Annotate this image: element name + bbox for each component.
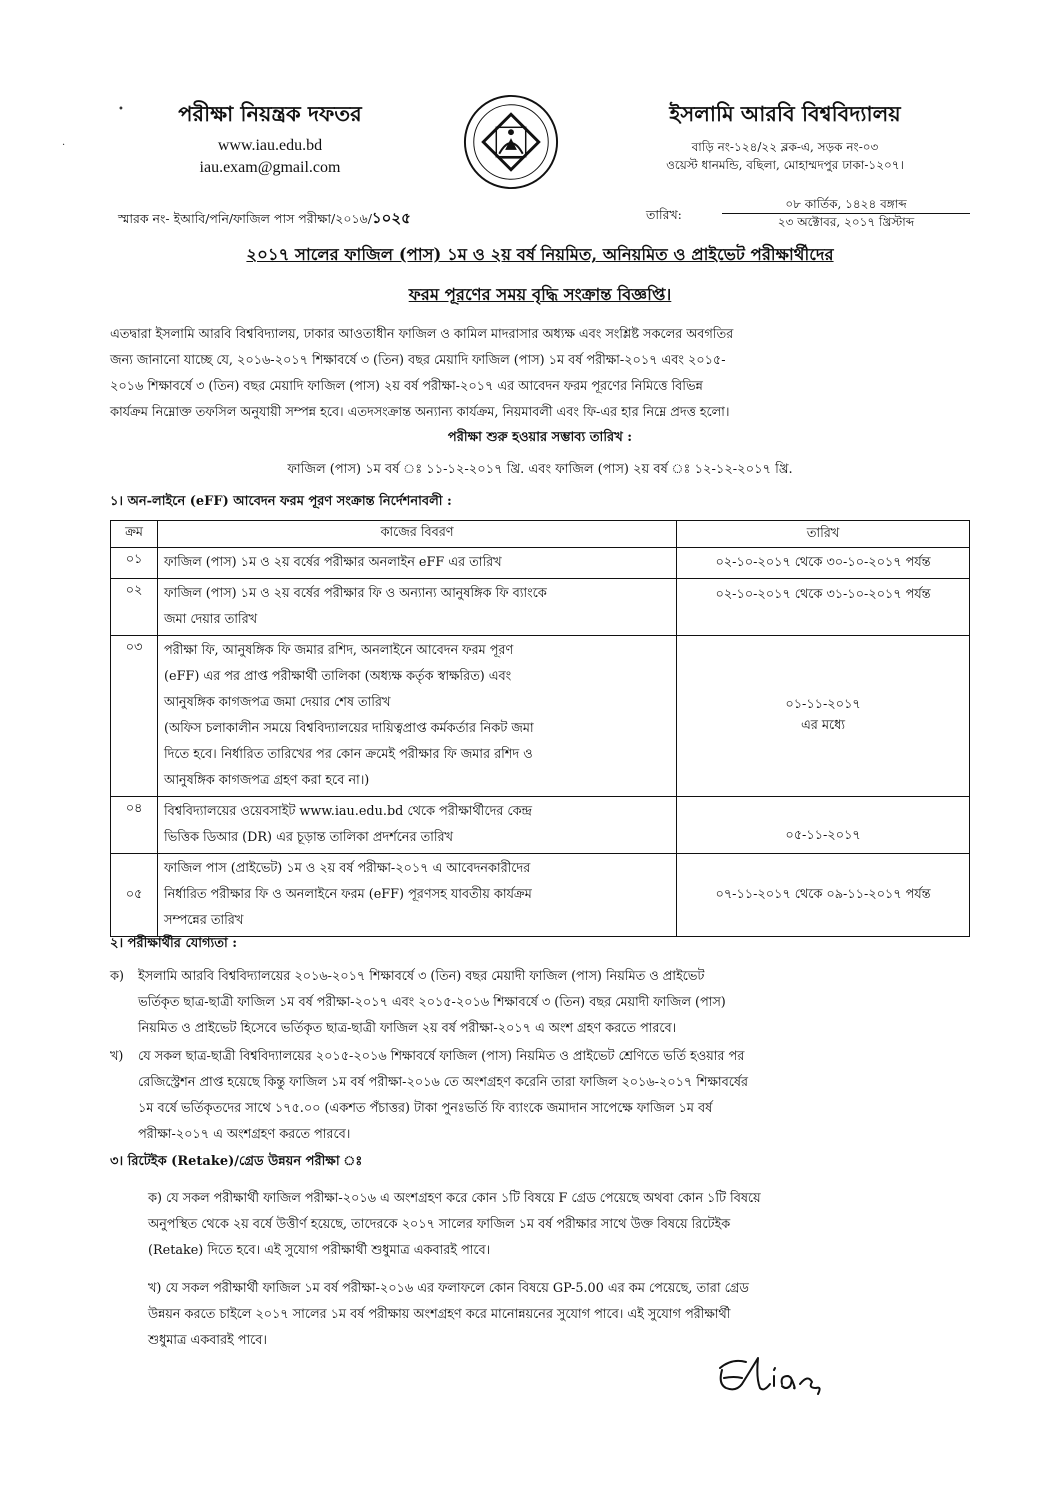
row-task [158,548,677,579]
row-date [677,854,970,937]
intro-paragraph [110,322,970,426]
task-line: আনুষঙ্গিক কাগজপত্র জমা দেয়ার শেষ তারিখ [164,695,391,710]
date-bangla: ০৮ কার্তিক, ১৪২৪ বঙ্গাব্দ [722,196,970,214]
notice-subtitle: ফরম পূরণের সময় বৃদ্ধি সংক্রান্ত বিজ্ঞপ্তি। [408,285,672,304]
col-task: কাজের বিবরণ [158,521,677,548]
memo-reference [118,207,411,232]
table-row [111,548,970,579]
scan-speck: • [118,104,124,115]
address-line: ওয়েস্ট ধানমন্ডি, বছিলা, মোহাম্মদপুর ঢাকা-১২০৭। [666,158,904,172]
exam-start-heading: পরীক্ষা শুরু হওয়ার সম্ভাব্য তারিখ : [447,430,633,445]
notice-title: ২০১৭ সালের ফাজিল (পাস) ১ম ও ২য় বর্ষ নিয়মিত, অনিয়মিত ও প্রাইভেট পরীক্ষার্থীদের [246,245,834,264]
col-date: তারিখ [677,521,970,548]
email-link[interactable]: iau.exam@gmail.com [199,159,341,176]
date-line: ০১-১১-২০১৭ [785,697,861,712]
task-line: ফাজিল (পাস) ১ম ও ২য় বর্ষের পরীক্ষার ফি ও অন্যান্য আনুষঙ্গিক ফি ব্যাংকে [164,586,547,601]
row-date [677,797,970,854]
row-serial: ০২ [111,579,158,636]
table-header-row [111,521,970,548]
task-line: ভিত্তিক ডিআর (DR) এর চূড়ান্ত তালিকা প্রদর্শনের তারিখ [164,830,453,845]
task-line: (eFF) এর পর প্রাপ্ত পরীক্ষার্থী তালিকা (অধ্যক্ষ কর্তৃক স্বাক্ষরিত) এবং [164,669,512,684]
eligibility-item-ka [110,964,970,1042]
task-line: দিতে হবে। নির্ধারিত তারিখের পর কোন ক্রমেই পরীক্ষার ফি জমার রশিদ ও [164,747,533,762]
website-link[interactable]: www.iau.edu.bd [217,137,323,154]
memo-prefix: স্মারক নং- ইআবি/পনি/ফাজিল পাস পরীক্ষা/২০১৬/ [118,211,372,226]
col-serial: ক্রম [111,521,158,548]
item-line: ক) যে সকল পরীক্ষার্থী ফাজিল পরীক্ষা-২০১৬ এ অংশগ্রহণ করে কোন ১টি বিষয়ে F গ্রেড পেয়েছে অথবা কোন ১টি বিষয়ে [148,1191,761,1206]
item-line: উন্নয়ন করতে চাইলে ২০১৭ সালের ১ম বর্ষ পরীক্ষায় অংশগ্রহণ করে মানোন্নয়নের সুযোগ পাবে। এই সুযোগ পরীক্ষার্থী [148,1307,731,1322]
retake-item-kha [148,1276,970,1354]
item-line: রেজিস্ট্রেশন প্রাপ্ত হয়েছে কিন্তু ফাজিল ১ম বর্ষ পরীক্ষা-২০১৬ তে অংশগ্রহণ করেনি তারা ফাজিল ২০১৬-২০১৭ শিক্ষাবর্ষের [138,1075,748,1090]
date-box [722,196,970,231]
header-right [600,98,970,174]
row-serial: ০৩ [111,636,158,797]
row-task [158,579,677,636]
section2-heading: ২। পরীক্ষার্থীর যোগ্যতা : [110,936,238,951]
date-english: ২৩ অক্টোবর, ২০১৭ খ্রিস্টাব্দ [777,215,915,229]
item-line: পরীক্ষা-২০১৭ এ অংশগ্রহণ করতে পারবে। [138,1127,351,1142]
item-line: ভর্তিকৃত ছাত্র-ছাত্রী ফাজিল ১ম বর্ষ পরীক্ষা-২০১৭ এবং ২০১৫-২০১৬ শিক্ষাবর্ষে ৩ (তিন) বছর মেয়াদী ফাজিল (পাস) [138,995,726,1010]
table-row [111,854,970,937]
task-line: সম্পন্নের তারিখ [164,913,244,928]
section3-heading: ৩। রিটেইক (Retake)/গ্রেড উন্নয়ন পরীক্ষা ঃ [110,1154,363,1169]
task-line: আনুষঙ্গিক কাগজপত্র গ্রহণ করা হবে না।) [164,773,370,788]
row-serial: ০৪ [111,797,158,854]
item-line: নিয়মিত ও প্রাইভেট হিসেবে ভর্তিকৃত ছাত্র-ছাত্রী ফাজিল ২য় বর্ষ পরীক্ষা-২০১৭ এ অংশ গ্রহণ করতে পারবে। [138,1021,677,1036]
date-label: তারিখ: [646,207,682,222]
memo-number: ১০২৫ [371,209,411,227]
office-name: পরীক্ষা নিয়ন্ত্রক দফতর [178,101,362,126]
row-date [677,579,970,636]
date-line: ০৫-১১-২০১৭ [785,828,861,843]
task-line: ফাজিল (পাস) ১ম ও ২য় বর্ষের পরীক্ষার অনলাইন eFF এর তারিখ [164,555,502,570]
item-label: ক) [110,969,124,984]
date-line: ০২-১০-২০১৭ থেকে ৩০-১০-২০১৭ পর্যন্ত [715,554,931,570]
date-line: এর মধ্যে [801,718,845,733]
header-left [140,98,400,177]
address-line: বাড়ি নং-১২৪/২২ ব্লক-এ, সড়ক নং-০৩ [691,140,879,154]
exam-start-dates: ফাজিল (পাস) ১ম বর্ষ ঃ ১১-১২-২০১৭ খ্রি. এবং ফাজিল (পাস) ২য় বর্ষ ঃ ১২-১২-২০১৭ খ্রি. [287,462,793,477]
intro-line: কার্যক্রম নিম্নোক্ত তফসিল অনুযায়ী সম্পন্ন হবে। এতদসংক্রান্ত অন্যান্য কার্যক্রম, নিয়মাবলী এবং ফি-এর হার নিম্নে প্রদত্ত হলো। [110,405,730,420]
item-label: খ) [110,1049,124,1064]
date-line: ০২-১০-২০১৭ থেকে ৩১-১০-২০১৭ পর্যন্ত [715,587,931,602]
item-line: ১ম বর্ষে ভর্তিকৃতদের সাথে ১৭৫.০০ (একশত পঁচাত্তর) টাকা পুনঃভর্তি ফি ব্যাংকে জমাদান সাপেক্ষে ফাজিল ১ম বর্ষ [138,1101,713,1116]
item-line: ইসলামি আরবি বিশ্ববিদ্যালয়ের ২০১৬-২০১৭ শিক্ষাবর্ষে ৩ (তিন) বছর মেয়াদী ফাজিল (পাস) নিয়মিত ও প্রাইভেট [138,969,705,984]
row-task [158,797,677,854]
item-line: যে সকল ছাত্র-ছাত্রী বিশ্ববিদ্যালয়ের ২০১৫-২০১৬ শিক্ষাবর্ষে ফাজিল (পাস) নিয়মিত ও প্রাইভেট শ্রেণিতে ভর্তি হওয়ার পর [138,1049,745,1064]
row-date [677,636,970,797]
item-line: (Retake) দিতে হবে। এই সুযোগ পরীক্ষার্থী শুধুমাত্র একবারই পাবে। [148,1243,491,1258]
task-line: (অফিস চলাকালীন সময়ে বিশ্ববিদ্যালয়ের দায়িত্বপ্রাপ্ত কর্মকর্তার নিকট জমা [164,721,534,736]
item-line: শুধুমাত্র একবারই পাবে। [148,1333,267,1348]
intro-line: ২০১৬ শিক্ষাবর্ষে ৩ (তিন) বছর মেয়াদি ফাজিল (পাস) ২য় বর্ষ পরীক্ষা-২০১৭ এর আবেদন ফরম পূরণের নিমিত্তে বিভিন্ন [110,379,703,394]
date-line: ০৭-১১-২০১৭ থেকে ০৯-১১-২০১৭ পর্যন্ত [715,886,931,902]
scan-speck: · [62,140,66,151]
row-task [158,636,677,797]
signature [712,1348,842,1410]
table-row [111,797,970,854]
intro-line: জন্য জানানো যাচ্ছে যে, ২০১৬-২০১৭ শিক্ষাবর্ষে ৩ (তিন) বছর মেয়াদি ফাজিল (পাস) ১ম বর্ষ পরীক্ষা-২০১৭ এবং ২০১৫- [110,353,726,368]
item-line: অনুপস্থিত থেকে ২য় বর্ষে উত্তীর্ণ হয়েছে, তাদেরকে ২০১৭ সালের ফাজিল ১ম বর্ষ পরীক্ষার সাথে উক্ত বিষয়ে রিটেইক [148,1217,731,1232]
table-row [111,579,970,636]
university-seal-icon [462,93,560,191]
intro-line: এতদ্বারা ইসলামি আরবি বিশ্ববিদ্যালয়, ঢাকার আওতাধীন ফাজিল ও কামিল মাদরাসার অধ্যক্ষ এবং সংশ্লিষ্ট সকলের অবগতির [110,327,734,342]
table-row [111,636,970,797]
eligibility-item-kha [110,1044,970,1148]
task-line: জমা দেয়ার তারিখ [164,612,258,627]
item-line: খ) যে সকল পরীক্ষার্থী ফাজিল ১ম বর্ষ পরীক্ষা-২০১৬ এর ফলাফলে কোন বিষয়ে GP-5.00 এর কম পেয়েছে, তারা গ্রেড [148,1281,749,1296]
university-name: ইসলামি আরবি বিশ্ববিদ্যালয় [669,101,901,126]
task-line: পরীক্ষা ফি, আনুষঙ্গিক ফি জমার রশিদ, অনলাইনে আবেদন ফরম পূরণ [164,643,514,658]
row-serial: ০১ [111,548,158,579]
task-line: নির্ধারিত পরীক্ষার ফি ও অনলাইনে ফরম (eFF) পূরণসহ যাবতীয় কার্যক্রম [164,887,532,902]
task-line: ফাজিল পাস (প্রাইভেট) ১ম ও ২য় বর্ষ পরীক্ষা-২০১৭ এ আবেদনকারীদের [164,861,531,876]
row-serial: ০৫ [111,854,158,937]
row-task [158,854,677,937]
row-date [677,548,970,579]
schedule-table [110,520,970,937]
section1-heading: ১। অন-লাইনে (eFF) আবেদন ফরম পূরণ সংক্রান্ত নির্দেশনাবলী : [110,494,452,509]
retake-item-ka [148,1186,970,1264]
address [600,138,970,174]
task-line: বিশ্ববিদ্যালয়ের ওয়েবসাইট www.iau.edu.bd থেকে পরীক্ষার্থীদের কেন্দ্র [164,804,532,819]
